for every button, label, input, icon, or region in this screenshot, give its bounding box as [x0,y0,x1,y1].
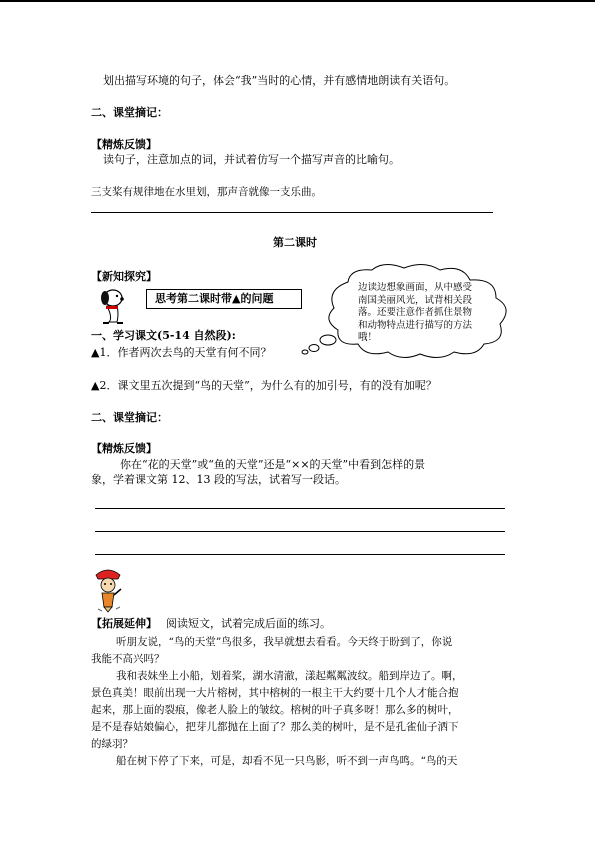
cartoon-pencil-character-icon [88,565,128,613]
writing-line [95,531,505,532]
passage-line: 听朋友说，“鸟的天堂”鸟很多，我早就想去看看。今天终于盼到了，你说 [116,636,453,648]
feedback-text-line2: 象，学着课文第 12、13 段的写法，试着写一段话。 [91,473,346,486]
example-sentence: 三支桨有规律地在水里划，那声音就像一支乐曲。 [91,186,322,198]
writing-line [95,554,505,555]
bubble-text: 边读边想象画面，从中感受南国美丽风光，试背相关段落。还要注意作者抓住景物和动物特点进行描写的方法哦！ [358,282,473,343]
lesson-title: 第二课时 [273,236,317,249]
page-top-rule [0,0,595,2]
explore-heading: 【新知探究】 [91,270,157,283]
think-box: 思考第二课时带▲的问题 [146,289,302,309]
feedback-instruction: 读句子，注意加点的词，并试着仿写一个描写声音的比喻句。 [103,153,400,166]
cartoon-dog-icon [95,286,131,326]
question-2: ▲2．课文里五次提到“鸟的天堂”，为什么有的加引号，有的没有加呢？ [91,379,437,392]
feedback-heading-2: 【精炼反馈】 [91,442,157,455]
instruction-text: 划出描写环境的句子，体会“我”当时的心情，并有感情地朗读有关语句。 [103,74,456,87]
passage-line: 船在树下停了下来，可是，却看不见一只鸟影，听不到一声鸟鸣。“鸟的天 [116,755,458,767]
writing-line [95,508,505,509]
passage-line: 景色真美！眼前出现一大片榕树，其中榕树的一根主干大约要十几个人才能合抱 [91,687,459,699]
passage-line: 我能不高兴吗？ [91,653,165,665]
divider [91,212,493,213]
notes-heading: 二、课堂摘记： [91,106,168,119]
passage-line: 起来，那上面的裂痕，像老人脸上的皱纹。榕树的叶子真多呀！那么多的树叶， [91,704,459,716]
feedback-heading: 【精炼反馈】 [91,138,157,151]
passage-line: 的绿羽？ [91,738,133,750]
question-1: ▲1．作者两次去鸟的天堂有何不同？ [91,346,272,359]
learn-heading: 一、学习课文(5-14 自然段): [91,329,236,342]
notes-heading-2: 二、课堂摘记： [91,411,168,424]
extension-instruction: 阅读短文，试着完成后面的练习。 [166,617,331,630]
feedback-text-line1: 你在“花的天堂”或“鱼的天堂”还是“××的天堂”中看到怎样的景 [120,458,426,471]
passage-line: 是不是春姑娘偏心，把芽儿都抛在上面了？那么美的树叶，是不是孔雀仙子洒下 [91,721,459,733]
passage-line: 我和表妹坐上小船，划着桨，湖水清澈，漾起粼粼波纹。船到岸边了。啊， [116,670,463,682]
extension-heading: 【拓展延伸】 [91,617,157,630]
